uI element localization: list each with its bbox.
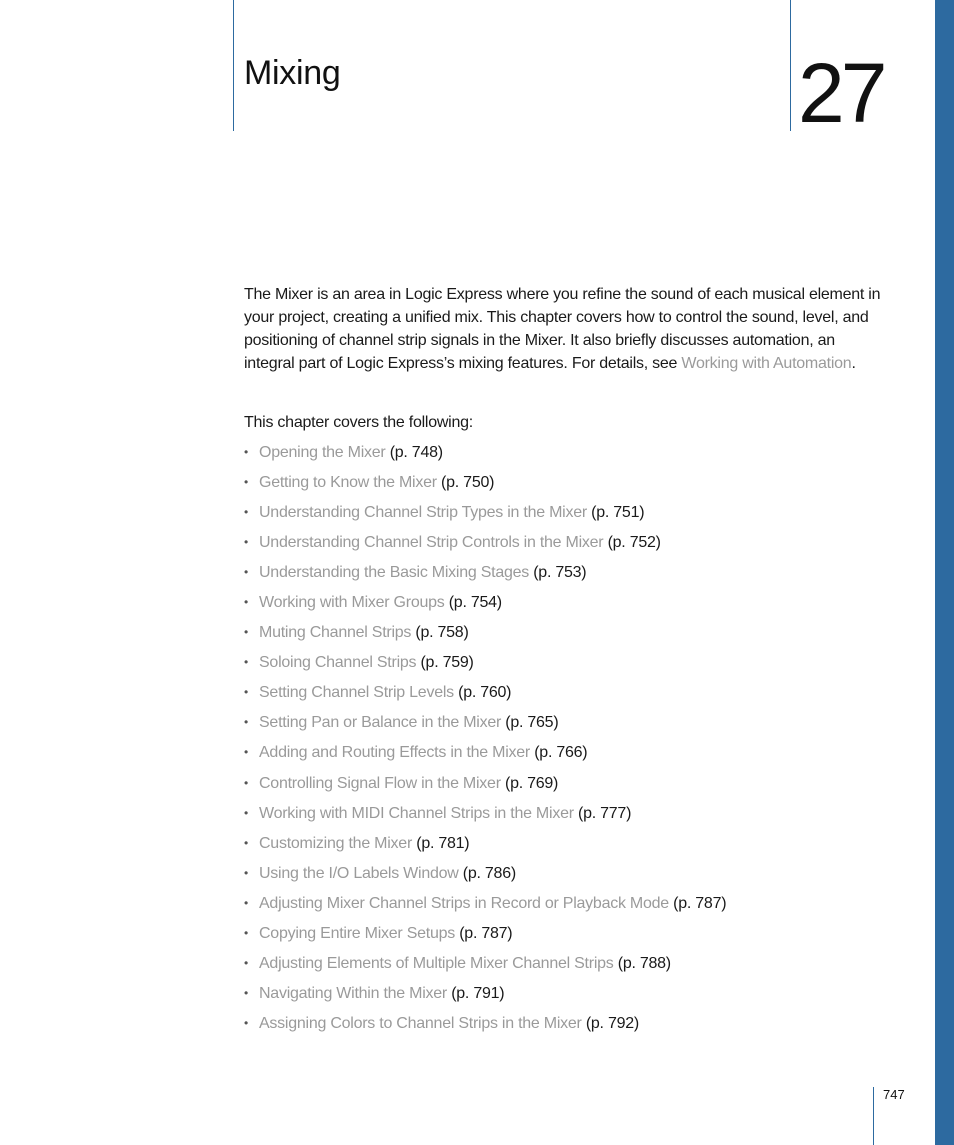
toc-item [244,892,726,922]
bullet-icon: • [244,685,248,700]
bullet-icon: • [244,985,248,1000]
toc-page-ref: (p. 766) [534,744,588,762]
bullet-icon: • [244,775,248,790]
intro-text: The Mixer is an area in Logic Express where you refine the sound of each musical element in your project, creating a unified mix. This chapter covers how to control the sound, level, and positioning of channel strip signals in the Mixer. It also briefly discusses automation, an integral part of Logic Express’s mixing features. For details, see [244,286,881,372]
toc-page-ref: (p. 791) [451,984,505,1002]
header-rule-right [790,0,791,131]
toc-item [244,952,726,982]
toc-page-ref: (p. 787) [459,924,513,942]
toc-link[interactable]: Soloing Channel Strips [259,654,417,672]
chapter-title: Mixing [244,54,341,92]
toc-item [244,772,726,802]
toc-page-ref: (p. 777) [578,804,632,822]
toc-link[interactable]: Customizing the Mixer [259,834,413,852]
toc-item [244,471,726,501]
toc-link[interactable]: Setting Pan or Balance in the Mixer [259,714,502,732]
bullet-icon: • [244,535,248,550]
toc-item [244,651,726,681]
toc-page-ref: (p. 754) [448,594,502,612]
bullet-icon: • [244,445,248,459]
bullet-icon: • [244,745,248,760]
toc-page-ref: (p. 753) [533,564,587,582]
toc-link[interactable]: Understanding Channel Strip Types in the Mixer [259,504,587,522]
toc-item [244,561,726,591]
toc-item [244,741,726,771]
working-with-automation-link[interactable]: Working with Automation [681,355,852,372]
toc-link[interactable]: Adjusting Elements of Multiple Mixer Channel Strips [259,954,614,972]
side-accent-bar [935,0,954,1145]
toc-item [244,441,726,471]
toc-item [244,802,726,832]
toc-page-ref: (p. 781) [416,834,470,852]
toc-link[interactable]: Muting Channel Strips [259,624,412,642]
toc-list [244,441,726,1042]
toc-item [244,621,726,651]
intro-paragraph [244,283,884,375]
toc-link[interactable]: Working with MIDI Channel Strips in the Mixer [259,804,574,822]
bullet-icon: • [244,805,248,820]
toc-link[interactable]: Assigning Colors to Channel Strips in the Mixer [259,1014,582,1032]
toc-page-ref: (p. 750) [441,474,495,492]
bullet-icon: • [244,475,248,490]
toc-link[interactable]: Opening the Mixer [259,444,386,461]
footer-rule [873,1087,874,1145]
toc-link[interactable]: Adjusting Mixer Channel Strips in Record or Playback Mode [259,894,669,912]
toc-page-ref: (p. 752) [607,534,661,552]
bullet-icon: • [244,955,248,970]
toc-link[interactable]: Understanding Channel Strip Controls in the Mixer [259,534,604,552]
toc-item [244,1012,726,1042]
chapter-number: 27 [798,46,884,140]
page-number: 747 [883,1087,905,1102]
toc-item [244,681,726,711]
bullet-icon: • [244,1015,248,1030]
bullet-icon: • [244,835,248,850]
toc-page-ref: (p. 758) [415,624,469,642]
bullet-icon: • [244,565,248,580]
toc-item [244,531,726,561]
toc-page-ref: (p. 759) [420,654,474,672]
toc-page-ref: (p. 765) [505,714,559,732]
toc-link[interactable]: Using the I/O Labels Window [259,864,459,882]
toc-item [244,832,726,862]
toc-page-ref: (p. 788) [617,954,671,972]
bullet-icon: • [244,625,248,640]
bullet-icon: • [244,715,248,730]
bullet-icon: • [244,865,248,880]
intro-end: . [851,355,856,372]
toc-item [244,711,726,741]
header-rule-left [233,0,234,131]
toc-link[interactable]: Understanding the Basic Mixing Stages [259,564,530,582]
bullet-icon: • [244,895,248,910]
toc-link[interactable]: Setting Channel Strip Levels [259,684,454,702]
bullet-icon: • [244,925,248,940]
toc-page-ref: (p. 786) [462,864,516,882]
toc-link[interactable]: Working with Mixer Groups [259,594,445,612]
toc-item [244,862,726,892]
toc-page-ref: (p. 760) [458,684,512,702]
toc-page-ref: (p. 787) [673,894,727,912]
toc-item [244,501,726,531]
toc-item [244,922,726,952]
bullet-icon: • [244,655,248,670]
toc-page-ref: (p. 748) [389,444,443,461]
toc-link[interactable]: Getting to Know the Mixer [259,474,437,492]
toc-link[interactable]: Adding and Routing Effects in the Mixer [259,744,531,762]
toc-page-ref: (p. 792) [585,1014,639,1032]
covers-heading: This chapter covers the following: [244,414,473,431]
toc-link[interactable]: Navigating Within the Mixer [259,984,447,1002]
toc-link[interactable]: Controlling Signal Flow in the Mixer [259,774,501,792]
toc-page-ref: (p. 751) [591,504,645,522]
toc-link[interactable]: Copying Entire Mixer Setups [259,924,456,942]
bullet-icon: • [244,595,248,610]
toc-item [244,982,726,1012]
toc-page-ref: (p. 769) [504,774,559,792]
bullet-icon: • [244,505,248,520]
toc-item [244,591,726,621]
